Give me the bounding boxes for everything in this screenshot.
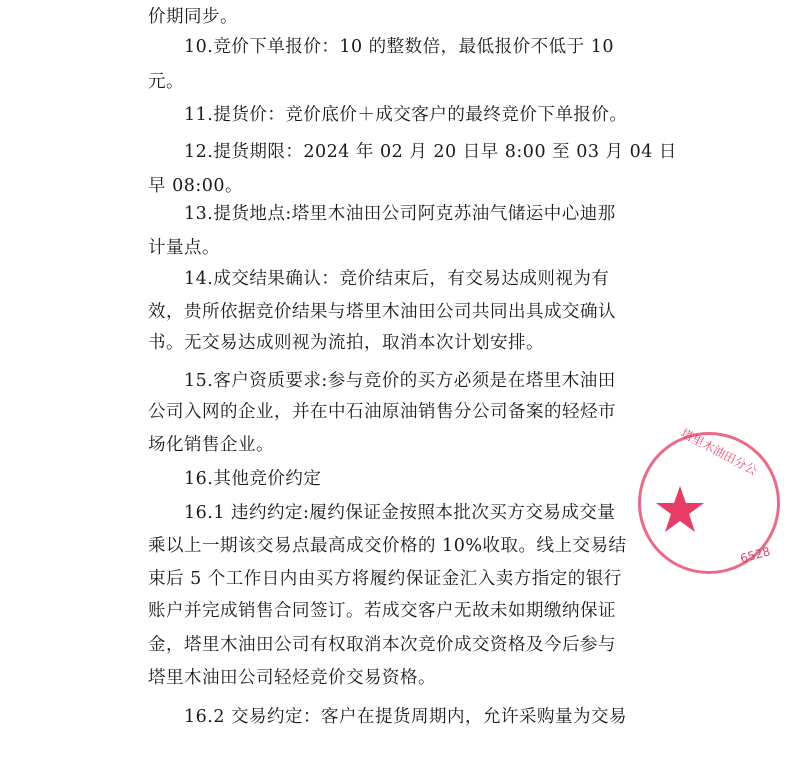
text-line: 束后 5 个工作日内由买方将履约保证金汇入卖方指定的银行 [148,569,622,589]
text-line: 乘以上一期该交易点最高成交价格的 10%收取。线上交易结 [148,536,627,556]
text-line: 16.1 违约约定:履约保证金按照本批次买方交易成交量 [184,503,616,523]
seal-text-top: 塔里木油田分公 [678,426,760,478]
text-line: 计量点。 [148,238,220,258]
text-line: 价期同步。 [148,7,238,27]
text-line: 元。 [148,72,184,92]
text-line: 公司入网的企业，并在中石油原油销售分公司备案的轻烃市 [148,402,616,422]
text-line: 12.提货期限：2024 年 02 月 20 日早 8:00 至 03 月 04 日 [184,142,677,162]
star-icon [654,484,706,536]
text-line: 13.提货地点:塔里木油田公司阿克苏油气储运中心迪那 [184,204,616,224]
text-line: 16.2 交易约定：客户在提货周期内，允许采购量为交易 [184,707,628,727]
text-line: 11.提货价：竞价底价＋成交客户的最终竞价下单报价。 [184,105,628,125]
section-heading: 16.其他竞价约定 [184,469,322,489]
text-line: 塔里木油田公司轻烃竞价交易资格。 [148,668,436,688]
text-line: 金，塔里木油田公司有权取消本次竞价成交资格及今后参与 [148,635,616,655]
seal-text-bottom: 6528 [738,544,772,566]
text-line: 15.客户资质要求:参与竞价的买方必须是在塔里木油田 [184,371,616,391]
text-line: 书。无交易达成则视为流拍，取消本次计划安排。 [148,333,544,353]
text-line: 早 08:00。 [148,176,243,196]
text-line: 14.成交结果确认：竞价结束后，有交易达成则视为有 [184,269,610,289]
text-line: 场化销售企业。 [148,435,274,455]
text-line: 效，贵所依据竞价结果与塔里木油田公司共同出具成交确认 [148,302,616,322]
text-line: 账户并完成销售合同签订。若成交客户无故未如期缴纳保证 [148,601,616,621]
text-line: 10.竞价下单报价：10 的整数倍，最低报价不低于 10 [184,37,614,57]
